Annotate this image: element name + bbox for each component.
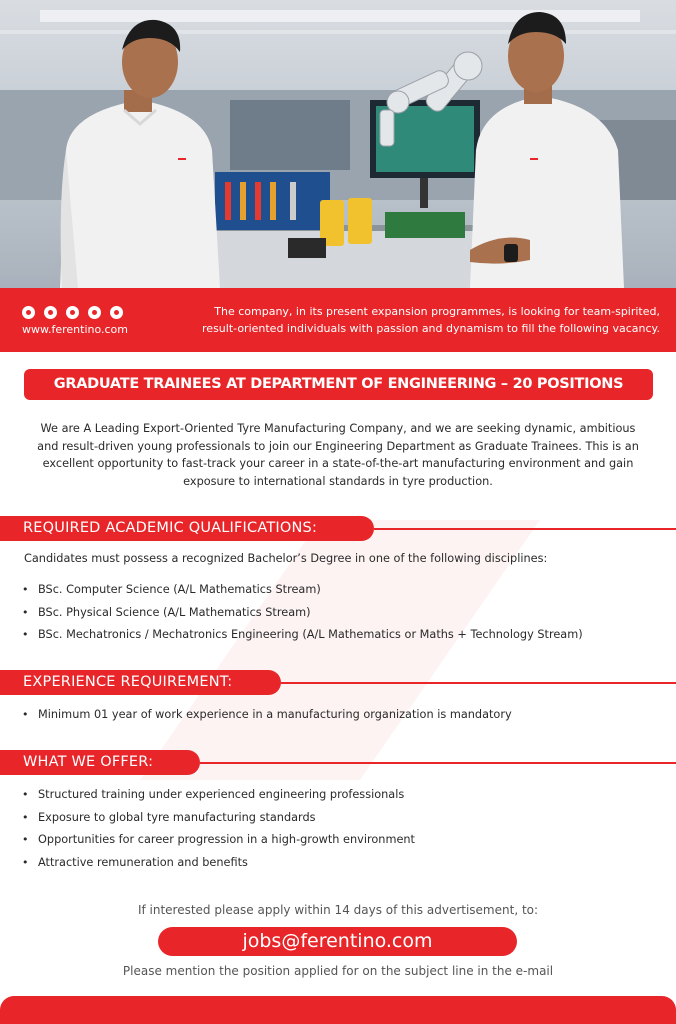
section-divider [281,682,676,684]
qualifications-list [22,581,583,649]
social-links [22,306,123,319]
footer-bar [0,996,676,1024]
linkedin-icon[interactable] [44,306,57,319]
offer-section-header [0,750,676,775]
expansion-line-1: The company, in its present expansion programmes, is looking for team-spirited, [214,305,660,318]
list-item: • Opportunities for career progression in a high-growth environment [22,831,415,854]
offer-list [22,786,415,876]
section-divider [200,762,676,764]
experience-heading: EXPERIENCE REQUIREMENT: [0,670,281,695]
list-item: • Structured training under experienced engineering professionals [22,786,415,809]
list-item: • Minimum 01 year of work experience in a manufacturing organization is mandatory [22,706,512,729]
expansion-statement [160,303,660,337]
apply-instruction: If interested please apply within 14 days of this advertisement, to: [137,903,539,917]
intro-line: excellent opportunity to fast-track your career in a state-of-the-art manufacturing environment and gain [42,457,634,470]
youtube-icon[interactable] [110,306,123,319]
list-item: • BSc. Physical Science (A/L Mathematics Stream) [22,604,583,627]
experience-section-header [0,670,676,695]
qualifications-heading: REQUIRED ACADEMIC QUALIFICATIONS: [0,516,374,541]
job-title: GRADUATE TRAINEES AT DEPARTMENT OF ENGINEERING – 20 POSITIONS [24,369,653,400]
facebook-icon[interactable] [66,306,79,319]
intro-line: We are A Leading Export-Oriented Tyre Manufacturing Company, and we are seeking dynamic, ambitious [40,422,636,435]
list-item: • BSc. Computer Science (A/L Mathematics Stream) [22,581,583,604]
qualifications-lead: Candidates must possess a recognized Bachelor’s Degree in one of the following disciplines: [24,552,548,565]
offer-heading: WHAT WE OFFER: [0,750,200,775]
list-item: • Attractive remuneration and benefits [22,854,415,877]
experience-list [22,706,512,729]
intro-line: and result-driven young professionals to join our Engineering Department as Graduate Trainees. This is an [37,439,639,453]
section-divider [374,528,676,530]
qualifications-section-header [0,516,676,541]
list-item: • Exposure to global tyre manufacturing standards [22,809,415,832]
intro-paragraph [26,420,650,490]
expansion-line-2: result-oriented individuals with passion and dynamism to fill the following vacancy. [202,322,660,335]
list-item: • BSc. Mechatronics / Mechatronics Engineering (A/L Mathematics or Maths + Technology Stream) [22,626,583,649]
website-link[interactable]: www.ferentino.com [22,323,129,336]
info-band [0,288,676,352]
hero-illustration [0,0,676,288]
instagram-icon[interactable] [88,306,101,319]
hero-photo [0,0,676,288]
intro-line: exposure to international standards in tyre production. [183,474,493,488]
subject-line-note: Please mention the position applied for on the subject line in the e-mail [122,964,554,978]
email-link[interactable]: jobs@ferentino.com [158,927,517,956]
twitter-icon[interactable] [22,306,35,319]
